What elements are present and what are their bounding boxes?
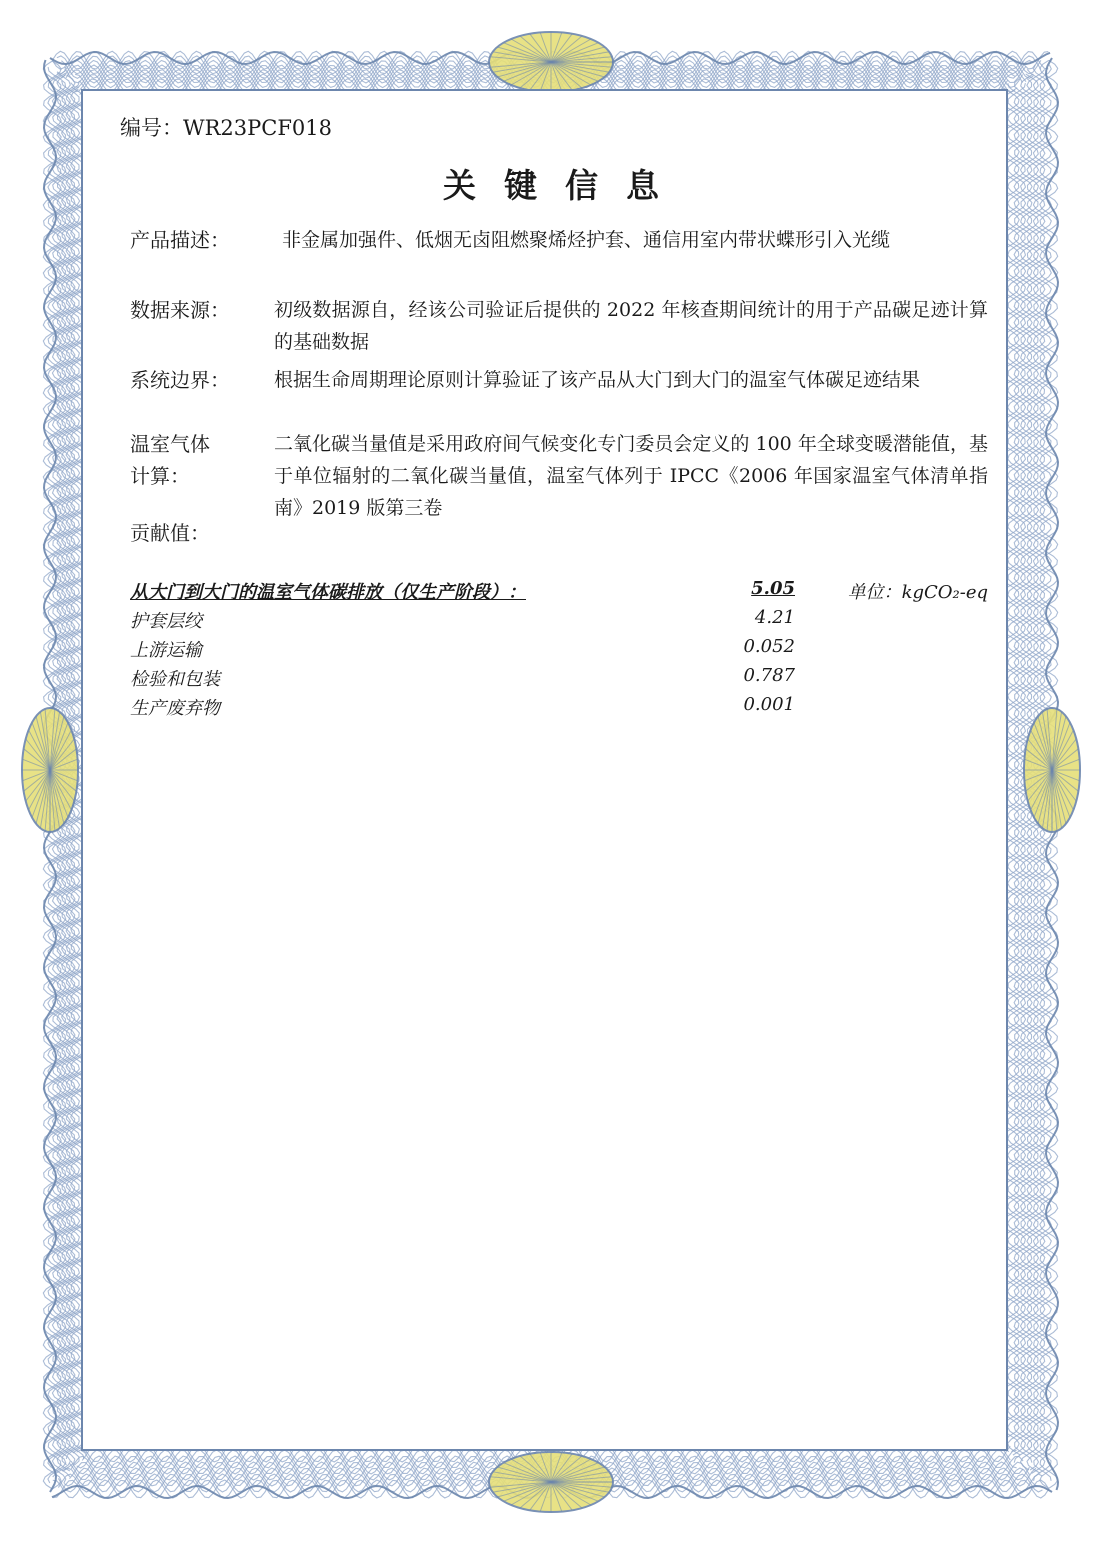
text-system-boundary: 根据生命周期理论原则计算验证了该产品从大门到大门的温室气体碳足迹结果 <box>274 369 921 391</box>
emission-item-row: 生产废弃物 0.001 <box>130 694 795 719</box>
emission-item-row: 检验和包装 0.787 <box>130 665 795 690</box>
emission-item-row: 护套层绞 4.21 <box>130 607 795 632</box>
label-contribution: 贡献值： <box>130 521 210 545</box>
emission-total-value: 5.05 <box>751 578 795 599</box>
label-data-source: 数据来源： <box>130 298 230 322</box>
label-product-description: 产品描述： <box>130 228 230 252</box>
label-system-boundary: 系统边界： <box>130 368 230 392</box>
emission-total-label: 从大门到大门的温室气体碳排放（仅生产阶段）： <box>130 582 526 603</box>
emission-item-row: 上游运输 0.052 <box>130 636 795 661</box>
page-title: 关键信息 <box>443 166 687 205</box>
label-ghg-calculation: 温室气体 计算： <box>130 432 210 488</box>
text-product-description: 非金属加强件、低烟无卤阻燃聚烯烃护套、通信用室内带状蝶形引入光缆 <box>282 229 891 251</box>
text-data-source: 初级数据源自，经该公司验证后提供的 2022 年核查期间统计的用于产品碳足迹计算的基础数据 <box>274 299 988 353</box>
emission-total-row <box>130 578 988 607</box>
emission-unit: 单位：kgCO₂-eq <box>847 582 988 603</box>
certificate-number: 编号：WR23PCF018 <box>120 116 332 140</box>
text-ghg-calculation: 二氧化碳当量值是采用政府间气候变化专门委员会定义的 100 年全球变暖潜能值，基于单位辐射的二氧化碳当量值，温室气体列于 IPCC《2006 年国家温室气体清单指南》2019 版第三卷 <box>274 433 988 519</box>
